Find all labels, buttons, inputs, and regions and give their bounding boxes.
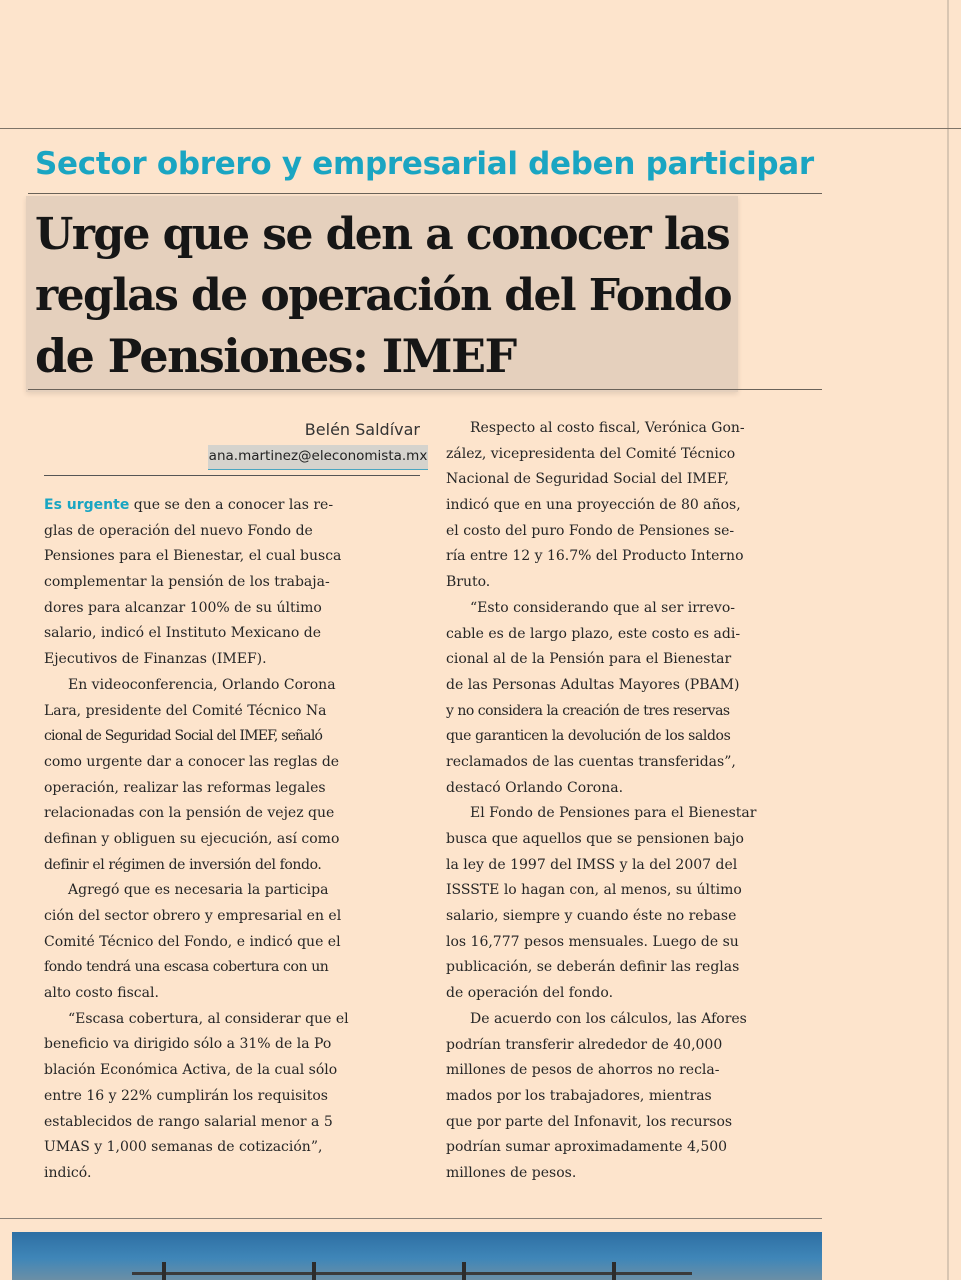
article-line: cional al de la Pensión para el Bienestar [446,651,732,668]
article-line: publicación, se deberán definir las reglas [446,959,740,976]
bottom-rule [0,1218,822,1219]
article-line: destacó Orlando Corona. [446,779,624,796]
article-line: entre 16 y 22% cumplirán los requisitos [44,1087,328,1104]
kicker: Sector obrero y empresarial deben participar [35,146,814,182]
article-line: beneficio va dirigido sólo a 31% de la Po [44,1036,332,1053]
article-line: millones de pesos. [446,1164,577,1181]
article-line: Ejecutivos de Finanzas (IMEF). [44,651,267,668]
article-line: cable es de largo plazo, este costo es adi- [446,625,741,642]
byline-rule [44,475,420,476]
article-line: ría entre 12 y 16.7% del Producto Interno [446,548,744,565]
article-line: mados por los trabajadores, mientras [446,1087,712,1104]
article-line: de operación del fondo. [446,985,614,1002]
article-line: Comité Técnico del Fondo, e indicó que el [44,933,341,950]
article-line: dores para alcanzar 100% de su último [44,599,322,616]
article-line: y no considera la creación de tres reservas [446,702,730,719]
photo-post [462,1262,466,1280]
article-line: complementar la pensión de los trabaja- [44,574,330,591]
article-line: podrían sumar aproximadamente 4,500 [446,1139,728,1156]
article-line: Lara, presidente del Comité Técnico Na [44,702,327,719]
article-line: reclamados de las cuentas transferidas”, [446,753,736,770]
article-line [44,493,424,519]
article-line: UMAS y 1,000 semanas de cotización”, [44,1139,323,1156]
article-line: la ley de 1997 del IMSS y la del 2007 del [446,856,738,873]
headline-line: Urge que se den a conocer las [35,209,730,260]
article-line: los 16,777 pesos mensuales. Luego de su [446,933,739,950]
byline-author: Belén Saldívar [304,420,420,439]
news-photo [12,1232,822,1280]
photo-post [162,1262,166,1280]
article-line: ISSSTE lo hagan con, al menos, su último [446,882,742,899]
article-line: definir el régimen de inversión del fondo. [44,856,322,873]
article-line: glas de operación del nuevo Fondo de [44,522,313,539]
headline-line: reglas de operación del Fondo [35,270,731,321]
article-line: indicó que en una proyección de 80 años, [446,497,741,514]
article-line: El Fondo de Pensiones para el Bienestar [470,805,757,822]
article-line: Nacional de Seguridad Social del IMEF, [446,471,729,488]
article-line: indicó. [44,1164,92,1181]
article-line: fondo tendrá una escasa cobertura con un [44,959,329,976]
photo-post [312,1262,316,1280]
top-rule [0,128,961,129]
article-column-2 [446,416,826,1187]
article-line: millones de pesos de ahorros no recla- [446,1062,720,1079]
article-line: el costo del puro Fondo de Pensiones se- [446,522,735,539]
article-text: que se den a conocer las re- [129,497,334,513]
byline-email[interactable]: ana.martinez@eleconomista.mx [208,445,428,470]
article-line: Respecto al costo fiscal, Verónica Gon- [470,420,745,436]
lead-in: Es urgente [44,497,130,513]
article-line: de las Personas Adultas Mayores (PBAM) [446,676,740,693]
article-line: como urgente dar a conocer las reglas de [44,753,340,770]
photo-structure [132,1272,692,1275]
kicker-rule [28,193,822,194]
article-line: blación Económica Activa, de la cual sólo [44,1062,338,1079]
article-line: definan y obliguen su ejecución, así como [44,830,340,847]
article-line: establecidos de rango salarial menor a 5 [44,1113,333,1130]
article-line: alto costo fiscal. [44,985,159,1002]
article-line: “Escasa cobertura, al considerar que el [68,1010,349,1027]
article-line: relacionadas con la pensión de vejez que [44,805,335,822]
article-line: “Esto considerando que al ser irrevo- [470,599,735,616]
article-line: Agregó que es necesaria la participa [68,882,329,899]
article-line: que por parte del Infonavit, los recursos [446,1113,733,1130]
article-line: cional de Seguridad Social del IMEF, señaló [44,728,323,745]
article-line: operación, realizar las reformas legales [44,779,326,796]
article-line: En videoconferencia, Orlando Corona [68,676,336,693]
article-line: Bruto. [446,574,491,591]
article-line: zález, vicepresidenta del Comité Técnico [446,445,736,462]
article-line: De acuerdo con los cálculos, las Afores [470,1010,747,1027]
headline-line: de Pensiones: IMEF [35,329,516,383]
article-column-1 [44,493,424,1187]
article-line: ción del sector obrero y empresarial en el [44,908,342,924]
article-line: salario, indicó el Instituto Mexicano de [44,625,322,642]
article-line: busca que aquellos que se pensionen bajo [446,831,744,847]
article-line: Pensiones para el Bienestar, el cual busca [44,548,342,565]
article-line: salario, siempre y cuando éste no rebase [446,908,737,925]
page-edge [947,0,949,1280]
headline [35,204,795,387]
article-line: que garanticen la devolución de los saldos [446,728,731,745]
headline-rule [28,389,822,390]
article-line: podrían transferir alrededor de 40,000 [446,1036,723,1053]
photo-post [612,1262,616,1280]
